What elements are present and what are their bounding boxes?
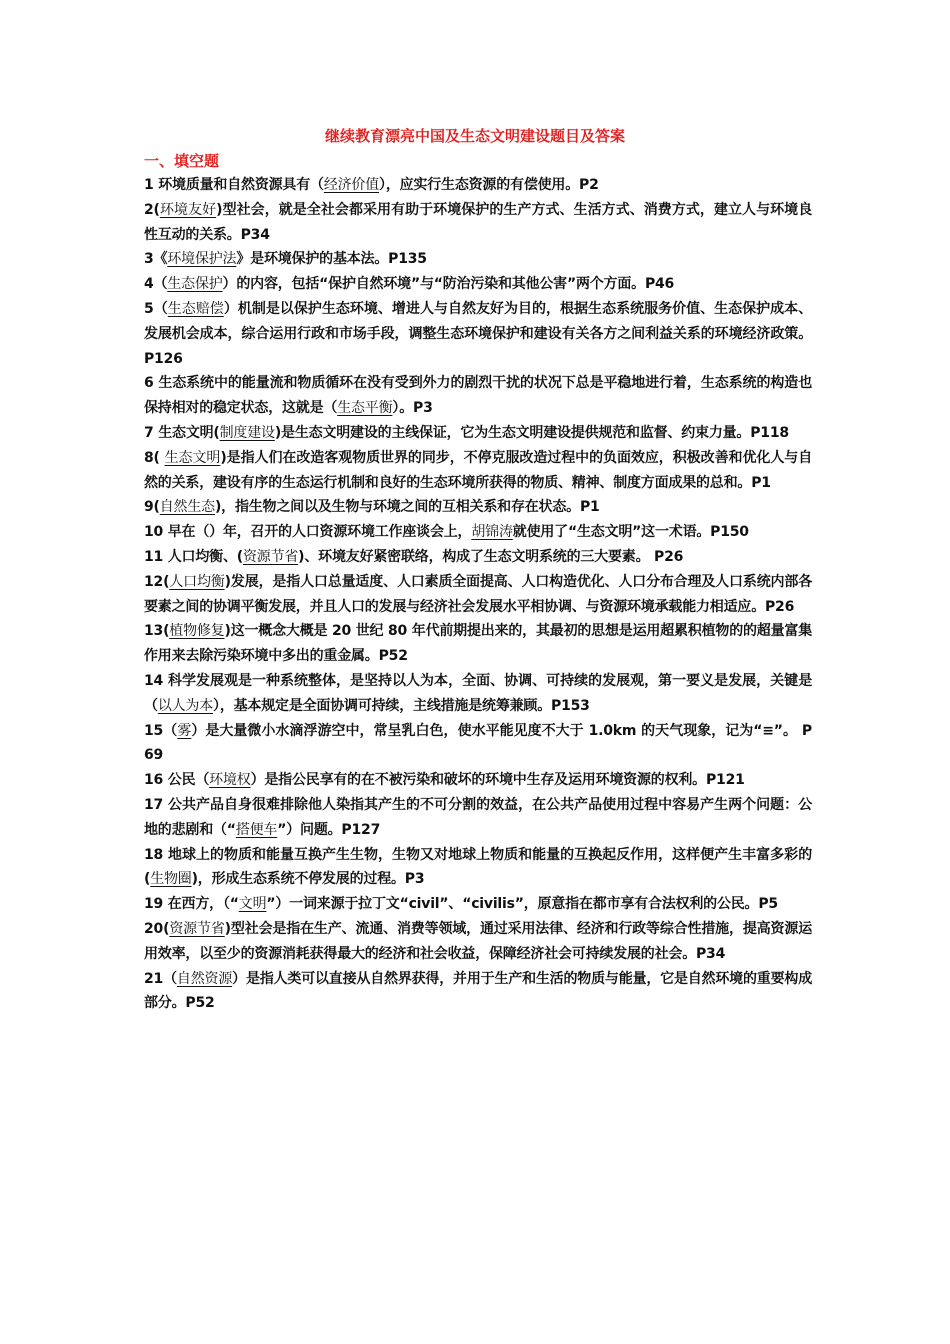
question-text-tail: ”）一词来源于拉丁文“civil”、“civilis”，原意指在都市享有合法权利的公民。P5: [266, 896, 778, 913]
question-text-tail: )是指人们在改造客观物质世界的同步，不停克服改造过程中的负面效应，积极改善和优化人与自然的关系，建设有序的生态运行机制和良好的生态环境所获得的物质、精神、制度方面成果的总和。P1: [144, 449, 813, 491]
question-text-tail: ）是指公民享有的在不被污染和破坏的环境中生存及运用环境资源的权利。P121: [250, 772, 745, 789]
question-text: 8(: [144, 449, 165, 466]
question-item: [144, 198, 812, 248]
question-item: [144, 545, 812, 570]
question-item: [144, 297, 812, 371]
question-item: [144, 793, 812, 843]
answer-text: 生态平衡: [337, 400, 393, 417]
answer-text: 环境权: [209, 772, 251, 789]
question-text-tail: )、环境友好紧密联络，构成了生态文明系统的三大要素。 P26: [298, 548, 684, 565]
question-text: 21（: [144, 970, 177, 987]
question-item: [144, 247, 812, 272]
answer-text: 搭便车: [235, 821, 278, 838]
answer-text: 自然生态: [159, 499, 215, 516]
question-text: 16 公民（: [144, 772, 210, 789]
question-item: [144, 570, 812, 620]
answer-text: 生物圈: [150, 871, 192, 888]
question-text-tail: ）机制是以保护生态环境、增进人与自然友好为目的，根据生态系统服务价值、生态保护成本、发展机会成本，综合运用行政和市场手段，调整生态环境保护和建设有关各方之间利益关系的环境经济政策。 P126: [144, 300, 812, 367]
question-text-tail: ）是大量微小水滴浮游空中，常呈乳白色，使水平能见度不大于 1.0km 的天气现象，记为“≡”。 P69: [144, 722, 812, 764]
question-text: 10 早在（）年，召开的人口资源环境工作座谈会上，: [144, 524, 472, 541]
question-text-tail: ），应实行生态资源的有偿使用。P2: [379, 177, 599, 193]
question-item: [144, 520, 812, 545]
answer-text: 生态保护: [167, 276, 223, 293]
answer-text: 雾: [177, 722, 192, 739]
question-text: 4（: [144, 276, 168, 293]
question-text: 5（: [144, 300, 168, 317]
question-item: [144, 272, 812, 297]
answer-text: 自然资源: [176, 970, 233, 987]
question-item: [144, 892, 812, 917]
question-text-tail: ）是指人类可以直接从自然界获得，并用于生产和生活的物质与能量，它是自然环境的重要构成部分。P52: [144, 970, 812, 1012]
answer-text: 生态文明: [164, 449, 221, 466]
question-text: 3《: [144, 251, 168, 268]
question-text: 6 生态系统中的能量流和物质循环在没有受到外力的剧烈干扰的状况下总是平稳地进行着，生态系统的构造也保持相对的稳定状态，这就是（: [144, 375, 813, 417]
question-item: [144, 719, 812, 769]
question-text-tail: )是生态文明建设的主线保证，它为生态文明建设提供规范和监督、约束力量。P118: [274, 424, 789, 441]
question-text-tail: )型社会，就是全社会都采用有助于环境保护的生产方式、生活方式、消费方式，建立人与环境良性互动的关系。P34: [144, 201, 813, 243]
question-text-tail: 》是环境保护的基本法。P135: [236, 251, 427, 268]
answer-text: 制度建设: [219, 424, 275, 441]
answer-text: 人口均衡: [169, 573, 225, 590]
answer-text: 文明: [238, 896, 267, 913]
question-text-tail: ”）问题。P127: [277, 821, 381, 838]
answer-text: 以人为本: [157, 697, 214, 714]
question-text-tail: )发展，是指人口总量适度、人口素质全面提高、人口构造优化、人口分布合理及人口系统内部各要素之间的协调平衡发展，并且人口的发展与经济社会发展水平相协调、与资源环境承载能力相适应。P26: [144, 573, 813, 615]
question-text: 15（: [144, 722, 178, 739]
question-item: [144, 495, 812, 520]
question-text-tail: ），基本规定是全面协调可持续，主线措施是统筹兼顾。P153: [213, 697, 590, 714]
answer-text: 胡锦涛: [471, 524, 513, 541]
question-text-tail: )，形成生态系统不停发展的过程。P3: [191, 871, 425, 888]
answer-text: 资源节省: [169, 920, 225, 937]
answer-text: 植物修复: [169, 623, 225, 640]
question-text-tail: 就使用了“生态文明”这一术语。P150: [512, 524, 749, 541]
question-text: 12(: [144, 573, 170, 590]
question-list: [144, 173, 812, 1016]
question-text: 19 在西方，（“: [144, 896, 239, 913]
answer-text: 环境保护法: [167, 251, 237, 268]
question-item: [144, 768, 812, 793]
question-text-tail: ）。P3: [392, 400, 433, 417]
answer-text: 生态赔偿: [167, 300, 224, 317]
question-item: [144, 917, 812, 967]
question-item: [144, 843, 812, 893]
question-text: 2(: [144, 201, 160, 218]
question-text: 18 地球上的物质和能量互换产生生物，生物又对地球上物质和能量的互换起反作用，这样便产生丰富多彩的(: [144, 846, 812, 888]
answer-text: 环境友好: [159, 201, 217, 218]
question-item: [144, 371, 812, 421]
question-text: 17 公共产品自身很难排除他人染指其产生的不可分割的效益，在公共产品使用过程中容易产生两个问题：公地的悲剧和（“: [144, 796, 812, 838]
question-text: 11 人口均衡、(: [144, 548, 243, 565]
question-text: 13(: [144, 623, 170, 640]
answer-text: 经济价值: [323, 177, 380, 193]
question-text: 9(: [144, 499, 160, 516]
question-text: 7 生态文明(: [144, 424, 220, 441]
question-text-tail: )这一概念大概是 20 世纪 80 年代前期提出来的，其最初的思想是运用超累积植物的的超量富集作用来去除污染环境中多出的重金属。P52: [144, 623, 812, 665]
question-text-tail: )型社会是指在生产、流通、消费等领域，通过采用法律、经济和行政等综合性措施，提高资源运用效率，以至少的资源消耗获得最大的经济和社会收益，保障经济社会可持续发展的社会。P34: [144, 920, 813, 962]
section-heading: 一、填空题: [144, 152, 220, 170]
question-item: [144, 619, 812, 669]
question-item: [144, 173, 812, 198]
question-text: 1 环境质量和自然资源具有（: [144, 177, 324, 193]
question-item: [144, 669, 812, 719]
answer-text: 资源节省: [242, 548, 299, 565]
question-item: [144, 446, 812, 496]
question-text-tail: ）的内容，包括“保护自然环境”与“防治污染和其他公害”两个方面。P46: [222, 276, 675, 293]
question-item: [144, 421, 812, 446]
question-text-tail: )，指生物之间以及生物与环境之间的互相关系和存在状态。P1: [214, 499, 600, 516]
document-title: 继续教育漂亮中国及生态文明建设题目及答案: [324, 127, 625, 145]
question-text: 20(: [144, 920, 170, 937]
question-item: [144, 967, 812, 1017]
question-text: 14 科学发展观是一种系统整体，是坚持以人为本，全面、协调、可持续的发展观，第一要义是发展，关键是（: [144, 672, 812, 714]
